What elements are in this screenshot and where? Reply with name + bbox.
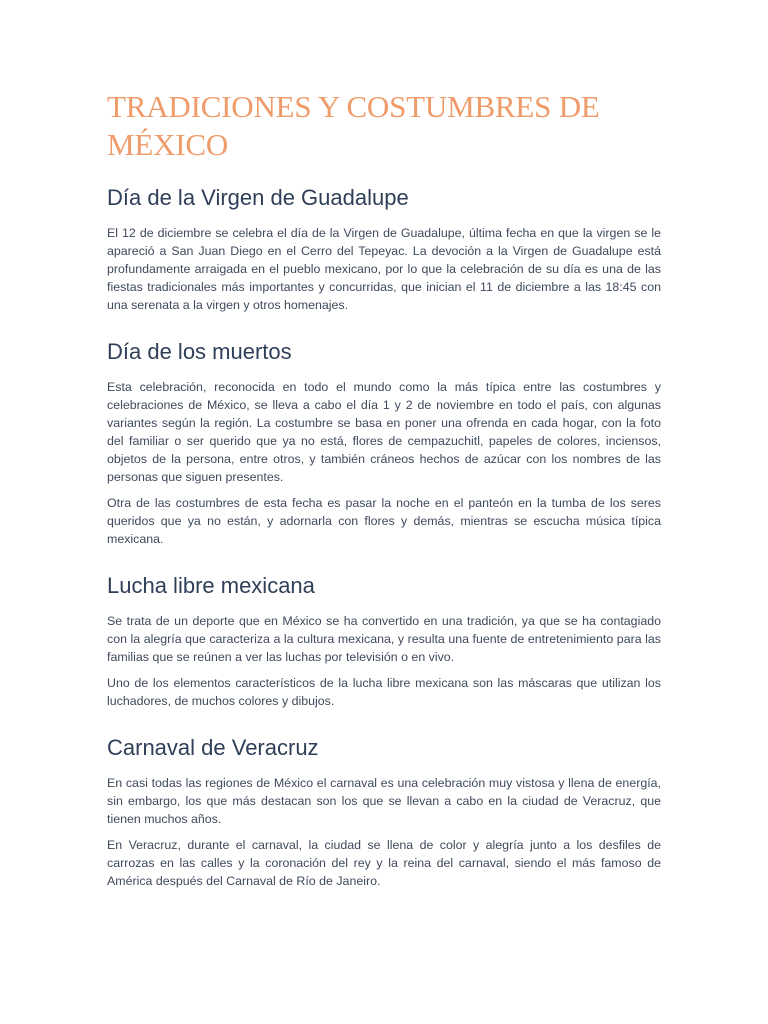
paragraph: Otra de las costumbres de esta fecha es pasar la noche en el panteón en la tumba de los seres queridos que ya no están, y adornarla con flores y demás, mientras se escucha música típica mexicana.: [107, 496, 661, 546]
document-title: TRADICIONES Y COSTUMBRES DE MÉXICO: [107, 89, 600, 162]
paragraph: En Veracruz, durante el carnaval, la ciudad se llena de color y alegría junto a los desfiles de carrozas en las calles y la coronación del rey y la reina del carnaval, siendo el más famoso de América después del Carnaval de Río de Janeiro.: [107, 838, 661, 888]
paragraph: El 12 de diciembre se celebra el día de la Virgen de Guadalupe, última fecha en que la virgen se le apareció a San Juan Diego en el Cerro del Tepeyac. La devoción a la Virgen de Guadalupe está profundamente arraigada en el pueblo mexicano, por lo que la celebración de su día es una de las fiestas tradicionales más importantes y concurridas, que inician el 11 de diciembre a las 18:45 con una serenata a la virgen y otros homenajes.: [107, 226, 661, 312]
section-carnaval-veracruz: [107, 734, 661, 890]
paragraph: En casi todas las regiones de México el carnaval es una celebración muy vistosa y llena de energía, sin embargo, los que más destacan son los que se llevan a cabo en la ciudad de Veracruz, que tienen muchos años.: [107, 776, 661, 826]
section-heading: Día de los muertos: [107, 339, 292, 364]
section-heading: Carnaval de Veracruz: [107, 735, 319, 760]
section-virgen-guadalupe: [107, 184, 661, 314]
section-lucha-libre: [107, 572, 661, 710]
paragraph: Uno de los elementos característicos de la lucha libre mexicana son las máscaras que utilizan los luchadores, de muchos colores y dibujos.: [107, 676, 661, 708]
paragraph: Esta celebración, reconocida en todo el mundo como la más típica entre las costumbres y celebraciones de México, se lleva a cabo el día 1 y 2 de noviembre en todo el país, con algunas variantes según la región. La costumbre se basa en poner una ofrenda en cada hogar, con la foto del familiar o ser querido que ya no está, flores de cempazuchitl, papeles de colores, inciensos, objetos de la persona, entre otros, y también cráneos hechos de azúcar con los nombres de las personas que siguen presentes.: [107, 380, 661, 484]
section-heading: Día de la Virgen de Guadalupe: [107, 185, 409, 210]
paragraph: Se trata de un deporte que en México se ha convertido en una tradición, ya que se ha contagiado con la alegría que caracteriza a la cultura mexicana, y resulta una fuente de entretenimiento para las familias que se reúnen a ver las luchas por televisión o en vivo.: [107, 614, 661, 664]
section-heading: Lucha libre mexicana: [107, 573, 315, 598]
section-dia-de-los-muertos: [107, 338, 661, 548]
